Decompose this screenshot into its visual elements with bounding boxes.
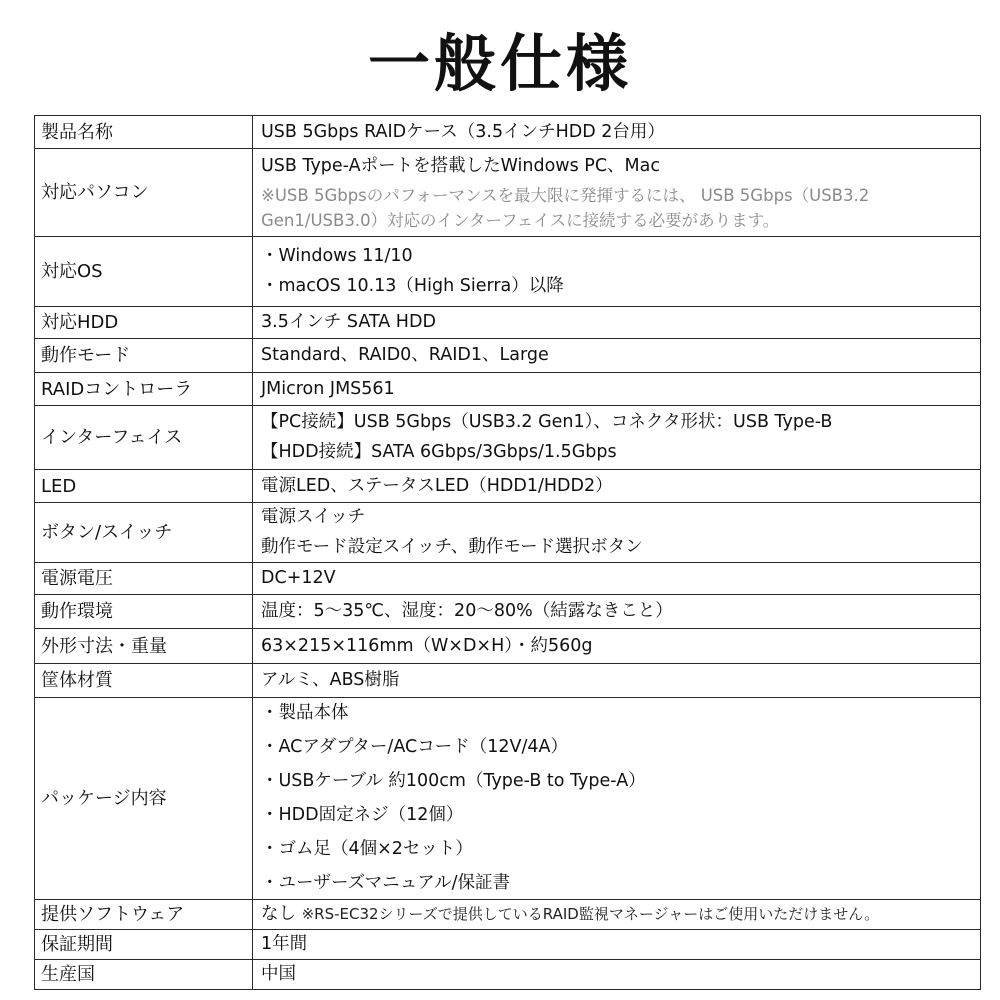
row-label: 保証期間: [35, 930, 253, 960]
package-item: ・ユーザーズマニュアル/保証書: [261, 873, 510, 893]
value-line: JMicron JMS561: [261, 378, 395, 399]
row-value: [253, 406, 981, 470]
package-item: ・ACアダプター/ACコード（12V/4A）: [261, 737, 568, 757]
row-value: [253, 595, 981, 629]
row-label: 外形寸法・重量: [35, 629, 253, 664]
row-value: [253, 373, 981, 406]
row-value: [253, 664, 981, 698]
spec-table: [34, 115, 981, 990]
value-line: Standard、RAID0、RAID1、Large: [261, 345, 549, 365]
value-line: 63×215×116mm（W×D×H）・約560g: [261, 635, 593, 656]
row-value: [253, 470, 981, 503]
table-row: [35, 664, 981, 698]
table-row: [35, 307, 981, 339]
row-label: パッケージ内容: [35, 698, 253, 900]
value-line: DC+12V: [261, 568, 336, 588]
row-label: 対応HDD: [35, 307, 253, 339]
value-line: 1年間: [261, 934, 308, 954]
compatibility-note: ※USB 5Gbpsのパフォーマンスを最大限に発揮するには、 USB 5Gbps（USB3.2 Gen1/USB3.0）対応のインターフェイスに接続する必要があります。: [261, 185, 870, 230]
package-item: ・製品本体: [261, 703, 349, 723]
table-row: [35, 116, 981, 149]
table-row: [35, 595, 981, 629]
value-line: ・macOS 10.13（High Sierra）以降: [261, 276, 564, 296]
row-label: 動作モード: [35, 339, 253, 373]
value-line: アルミ、ABS樹脂: [261, 670, 400, 690]
table-row: [35, 237, 981, 307]
row-value: [253, 563, 981, 595]
value-line: 動作モード設定スイッチ、動作モード選択ボタン: [261, 537, 643, 557]
row-value: [253, 307, 981, 339]
row-label: LED: [35, 470, 253, 503]
row-label: インターフェイス: [35, 406, 253, 470]
value-line: ・Windows 11/10: [261, 246, 413, 266]
row-value: [253, 116, 981, 149]
software-value: なし: [261, 904, 296, 924]
row-label: 提供ソフトウェア: [35, 900, 253, 930]
row-value: [253, 930, 981, 960]
row-value: [253, 960, 981, 990]
row-value: [253, 629, 981, 664]
table-row: [35, 900, 981, 930]
row-value: [253, 503, 981, 563]
row-label: 筐体材質: [35, 664, 253, 698]
table-row: [35, 149, 981, 237]
table-row: [35, 470, 981, 503]
row-label: 対応パソコン: [35, 149, 253, 237]
row-label: 生産国: [35, 960, 253, 990]
row-label: ボタン/スイッチ: [35, 503, 253, 563]
package-item: ・HDD固定ネジ（12個）: [261, 805, 464, 825]
row-label: 対応OS: [35, 237, 253, 307]
table-row: [35, 406, 981, 470]
table-row: [35, 930, 981, 960]
value-line: 温度：5～35℃、湿度：20～80%（結露なきこと）: [261, 601, 673, 621]
row-label: 製品名称: [35, 116, 253, 149]
row-value: [253, 237, 981, 307]
row-value: [253, 900, 981, 930]
value-line: USB Type-Aポートを搭載したWindows PC、Mac: [261, 155, 660, 176]
row-label: RAIDコントローラ: [35, 373, 253, 406]
value-line: 電源LED、ステータスLED（HDD1/HDD2）: [261, 475, 613, 496]
table-row: [35, 629, 981, 664]
row-value: [253, 339, 981, 373]
value-line: USB 5Gbps RAIDケース（3.5インチHDD 2台用）: [261, 121, 665, 142]
table-row: [35, 503, 981, 563]
row-value: [253, 149, 981, 237]
package-item: ・USBケーブル 約100cm（Type-B to Type-A）: [261, 771, 646, 791]
value-line: 電源スイッチ: [261, 507, 366, 527]
value-line: 3.5インチ SATA HDD: [261, 312, 436, 332]
package-item: ・ゴム足（4個×2セット）: [261, 839, 473, 859]
table-row: [35, 339, 981, 373]
row-label: 動作環境: [35, 595, 253, 629]
value-line: 中国: [261, 964, 296, 984]
table-row: [35, 698, 981, 900]
table-row: [35, 563, 981, 595]
page-title: 一般仕様: [367, 27, 632, 100]
row-label: 電源電圧: [35, 563, 253, 595]
value-line: [261, 901, 974, 928]
value-line: 【HDD接続】SATA 6Gbps/3Gbps/1.5Gbps: [261, 442, 617, 462]
table-row: [35, 373, 981, 406]
value-line: 【PC接続】USB 5Gbps（USB3.2 Gen1）、コネクタ形状：USB Type-B: [261, 412, 833, 432]
software-note: ※RS-EC32シリーズで提供しているRAID監視マネージャーはご使用いただけません。: [301, 905, 880, 923]
table-row: [35, 960, 981, 990]
row-value: [253, 698, 981, 900]
